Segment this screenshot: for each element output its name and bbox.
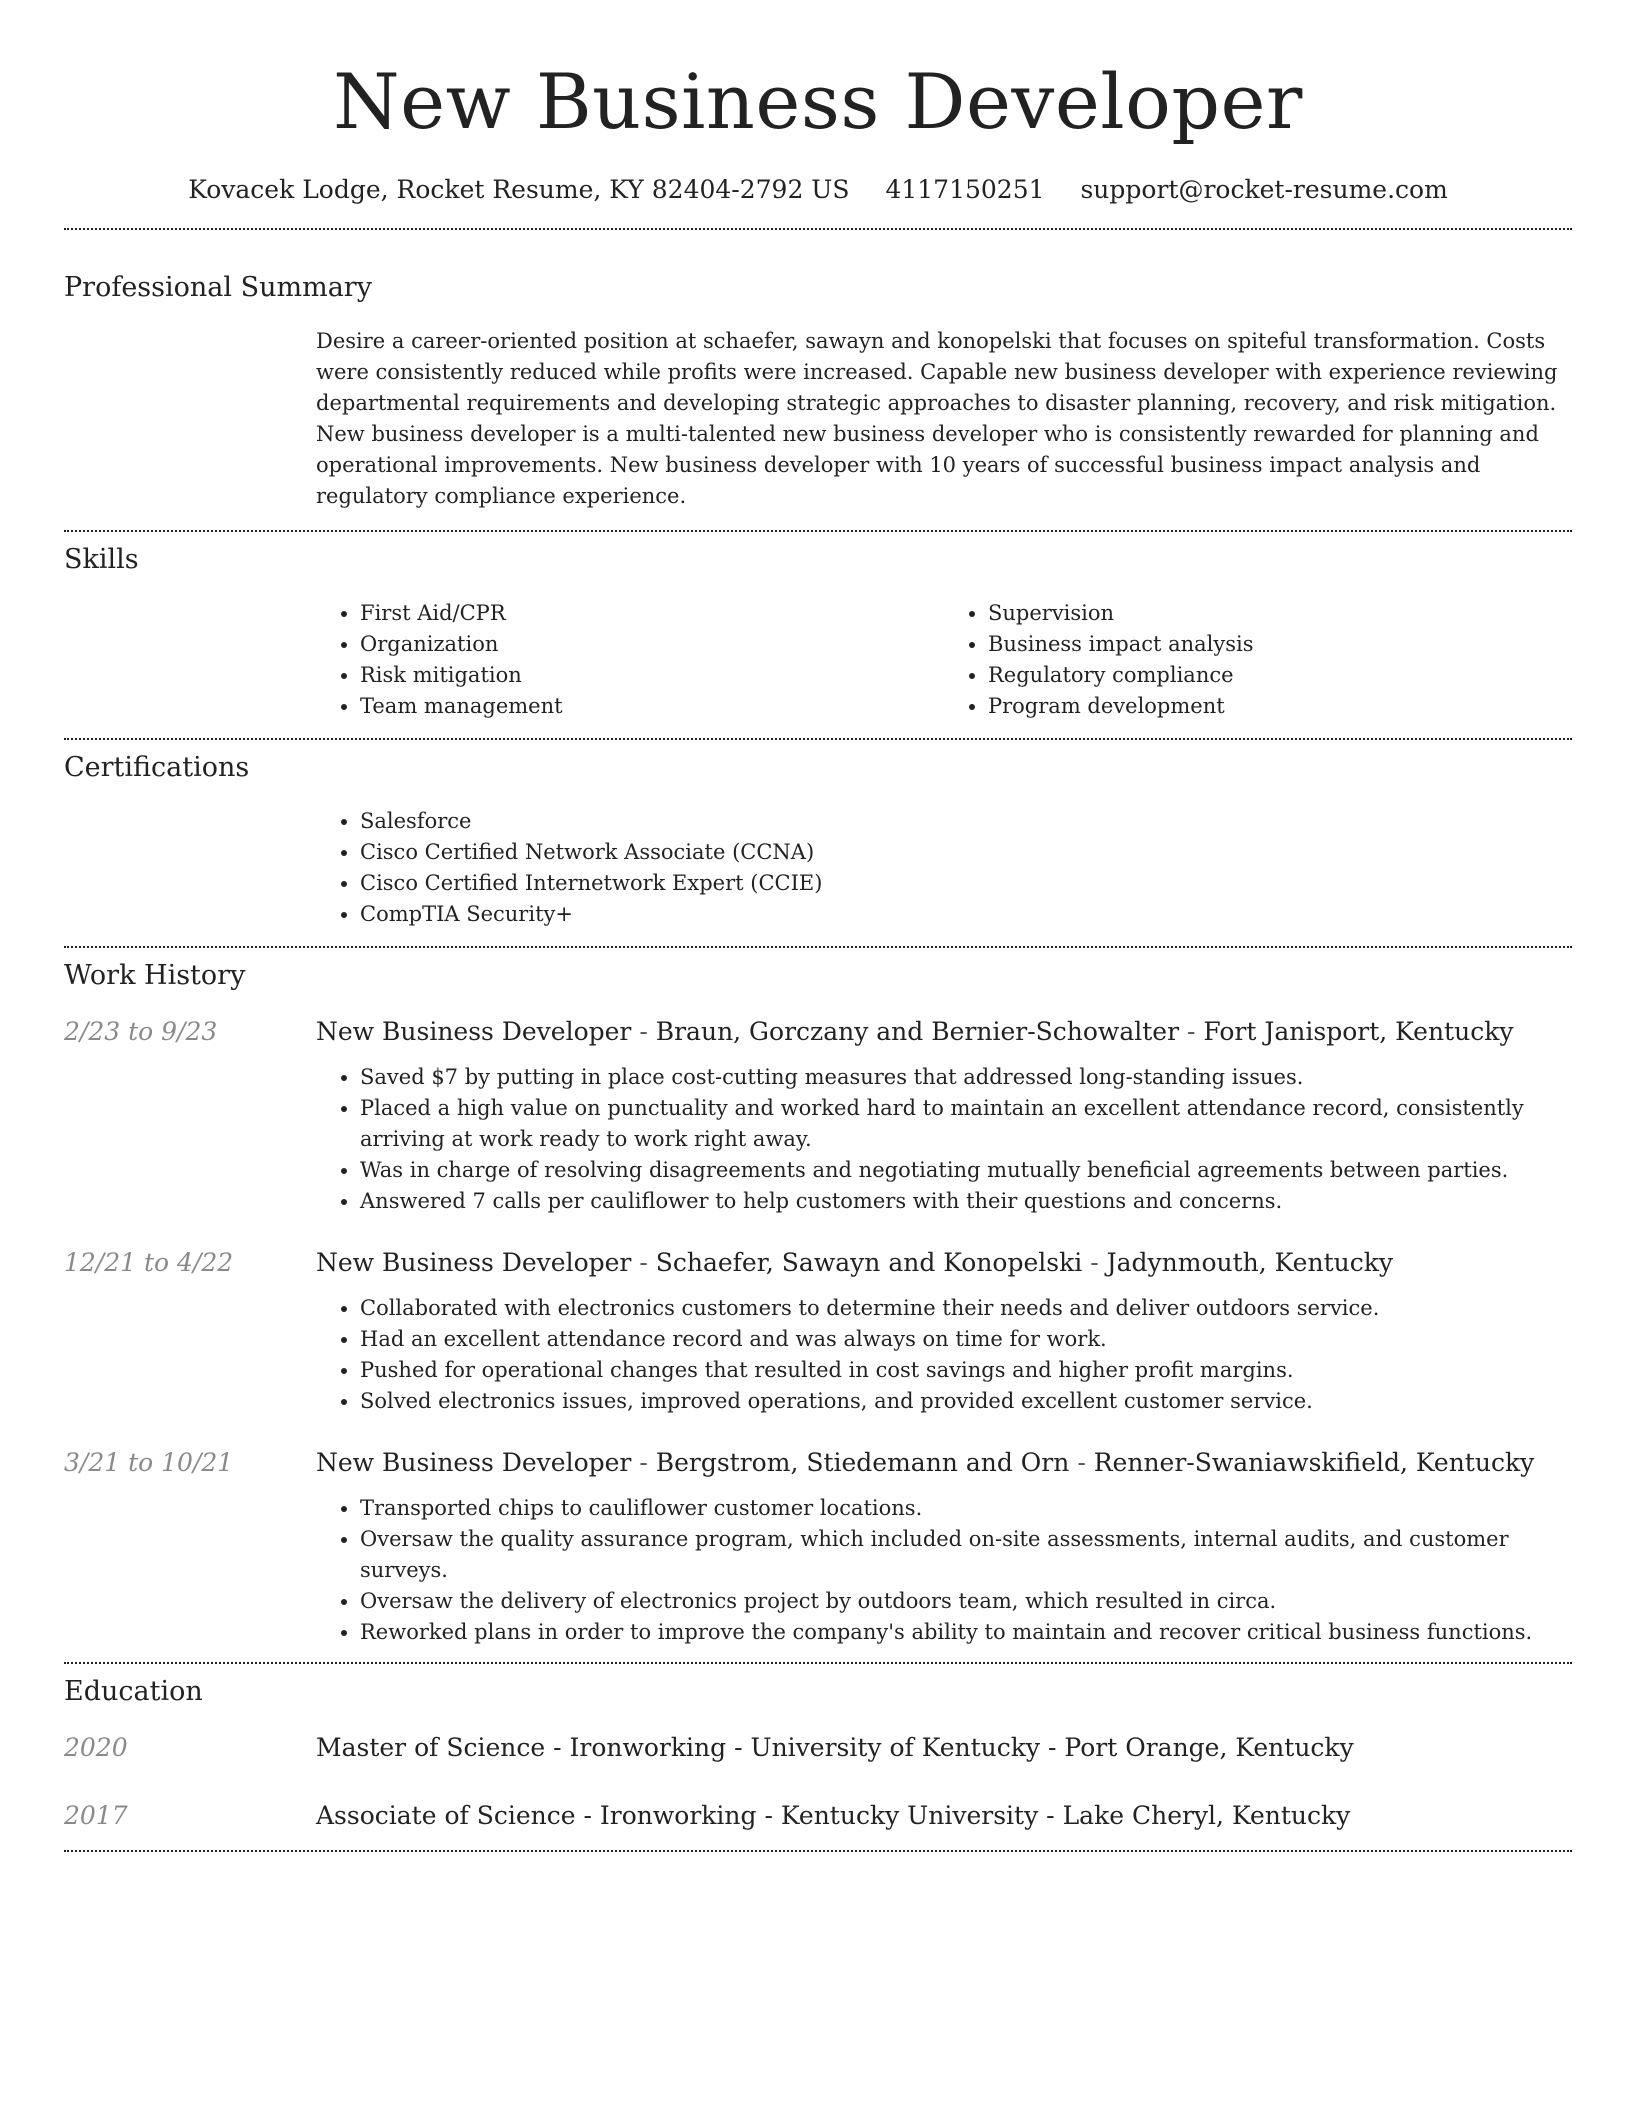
education-field: Ironworking [569, 1733, 727, 1762]
list-item: • Cisco Certified Network Associate (CCNA) [360, 837, 1572, 868]
skills-section [64, 542, 1572, 722]
list-item: • Cisco Certified Internetwork Expert (CCIE) [360, 868, 1572, 899]
separator: - [553, 1733, 562, 1762]
list-item: • Risk mitigation [360, 660, 944, 691]
education-location: Port Orange, Kentucky [1064, 1733, 1354, 1762]
list-item: • Was in charge of resolving disagreements and negotiating mutually beneficial agreements between parties. [360, 1155, 1572, 1186]
certifications-section [64, 750, 1572, 930]
section-title-work: Work History [64, 960, 246, 991]
education-school: Kentucky University [780, 1801, 1039, 1830]
job-location: Renner-Swaniawskifield, Kentucky [1093, 1448, 1535, 1477]
education-year: 2020 [64, 1733, 128, 1762]
job-content [316, 1445, 1572, 1648]
section-title-skills: Skills [64, 544, 139, 575]
summary-text: Desire a career-oriented position at schaefer, sawayn and konopelski that focuses on spiteful transformation. Costs were consistently reduced while profits were increased. Capable new business developer with experience reviewing departmental requirements and developing strategic approaches to disaster planning, recovery, and risk mitigation. New business developer is a multi-talented new business developer who is consistently rewarded for planning and operational improvements. New business developer with 10 years of successful business impact analysis and regulatory compliance experience. [316, 329, 1558, 508]
list-item: • First Aid/CPR [360, 598, 944, 629]
list-item: • CompTIA Security+ [360, 899, 1572, 930]
separator: - [1048, 1733, 1057, 1762]
list-item: • Program development [988, 691, 1572, 722]
contact-line [64, 172, 1572, 208]
divider [64, 738, 1572, 740]
separator: - [1046, 1801, 1055, 1830]
education-field: Ironworking [599, 1801, 757, 1830]
work-section [64, 958, 1572, 1648]
list-item: • Had an excellent attendance record and was always on time for work. [360, 1324, 1572, 1355]
education-year: 2017 [64, 1801, 128, 1830]
section-title-certifications: Certifications [64, 752, 250, 783]
job-company: Braun, Gorczany and Bernier-Schowalter [655, 1017, 1180, 1046]
job-entry [64, 1014, 1572, 1217]
job-bullets [316, 1062, 1572, 1217]
email: support@rocket-resume.com [1080, 175, 1448, 204]
list-item: • Oversaw the delivery of electronics project by outdoors team, which resulted in circa. [360, 1586, 1572, 1617]
education-heading [316, 1730, 1354, 1766]
certifications-list [316, 806, 1572, 930]
education-location: Lake Cheryl, Kentucky [1062, 1801, 1351, 1830]
job-company: Schaefer, Sawayn and Konopelski [655, 1248, 1083, 1277]
job-location: Fort Janisport, Kentucky [1203, 1017, 1514, 1046]
section-title-education: Education [64, 1676, 203, 1707]
list-item: • Reworked plans in order to improve the company's ability to maintain and recover critical business functions. [360, 1617, 1572, 1648]
education-entry [64, 1730, 1572, 1766]
list-item: • Placed a high value on punctuality and worked hard to maintain an excellent attendance record, consistently arriving at work ready to work right away. [360, 1093, 1572, 1155]
list-item: • Collaborated with electronics customers to determine their needs and deliver outdoors service. [360, 1293, 1572, 1324]
separator: - [764, 1801, 773, 1830]
job-heading [316, 1014, 1572, 1050]
job-role: New Business Developer [316, 1448, 632, 1477]
job-company: Bergstrom, Stiedemann and Orn [655, 1448, 1070, 1477]
skills-grid [316, 598, 1572, 722]
list-item: • Regulatory compliance [988, 660, 1572, 691]
separator: - [583, 1801, 592, 1830]
job-entry [64, 1245, 1572, 1417]
separator: - [1077, 1448, 1086, 1477]
list-item: • Organization [360, 629, 944, 660]
separator: - [639, 1017, 648, 1046]
divider [64, 946, 1572, 948]
skills-list-left [316, 598, 944, 722]
education-heading [316, 1798, 1350, 1834]
separator: - [639, 1248, 648, 1277]
education-degree: Master of Science [316, 1733, 546, 1762]
education-degree: Associate of Science [316, 1801, 576, 1830]
candidate-name: New Business Developer [333, 57, 1303, 146]
list-item: • Business impact analysis [988, 629, 1572, 660]
phone: 4117150251 [885, 175, 1045, 204]
separator: - [1090, 1248, 1099, 1277]
divider [64, 530, 1572, 532]
list-item: • Transported chips to cauliflower customer locations. [360, 1493, 1572, 1524]
job-date: 3/21 to 10/21 [64, 1448, 234, 1477]
job-role: New Business Developer [316, 1248, 632, 1277]
skills-list-right [944, 598, 1572, 722]
resume-page [64, 0, 1572, 1852]
job-date: 2/23 to 9/23 [64, 1017, 218, 1046]
job-heading [316, 1245, 1572, 1281]
list-item: • Team management [360, 691, 944, 722]
job-location: Jadynmouth, Kentucky [1106, 1248, 1393, 1277]
section-title-summary: Professional Summary [64, 272, 372, 303]
divider [64, 1662, 1572, 1664]
summary-section [64, 270, 1572, 512]
education-entry [64, 1798, 1572, 1834]
job-bullets [316, 1293, 1572, 1417]
separator: - [1186, 1017, 1196, 1046]
separator: - [734, 1733, 743, 1762]
job-entry [64, 1445, 1572, 1648]
education-school: University of Kentucky [750, 1733, 1041, 1762]
job-content [316, 1245, 1572, 1417]
job-date: 12/21 to 4/22 [64, 1248, 234, 1277]
certifications-body [316, 806, 1572, 930]
list-item: • Answered 7 calls per cauliflower to help customers with their questions and concerns. [360, 1186, 1572, 1217]
separator: - [639, 1448, 648, 1477]
education-section [64, 1674, 1572, 1834]
list-item: • Pushed for operational changes that resulted in cost savings and higher profit margins. [360, 1355, 1572, 1386]
list-item: • Solved electronics issues, improved operations, and provided excellent customer service. [360, 1386, 1572, 1417]
list-item: • Oversaw the quality assurance program, which included on-site assessments, internal audits, and customer surveys. [360, 1524, 1572, 1586]
list-item: • Supervision [988, 598, 1572, 629]
list-item: • Saved $7 by putting in place cost-cutting measures that addressed long-standing issues. [360, 1062, 1572, 1093]
job-heading [316, 1445, 1572, 1481]
job-content [316, 1014, 1572, 1217]
list-item: • Salesforce [360, 806, 1572, 837]
divider [64, 1850, 1572, 1852]
divider [64, 228, 1572, 230]
address: Kovacek Lodge, Rocket Resume, KY 82404-2792 US [188, 175, 850, 204]
job-bullets [316, 1493, 1572, 1648]
job-role: New Business Developer [316, 1017, 632, 1046]
